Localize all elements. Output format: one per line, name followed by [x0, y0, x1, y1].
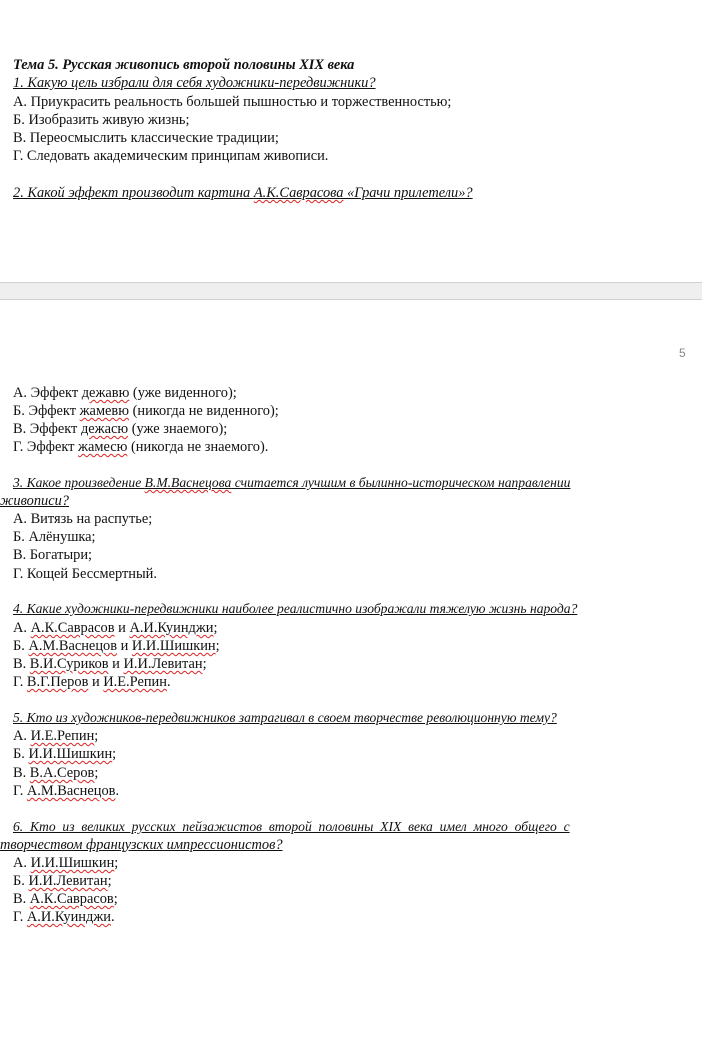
q2-option-d [13, 438, 268, 456]
option-conj: и [88, 674, 104, 690]
option-label: Б. [13, 746, 29, 762]
question-1: 1. Какую цель избрали для себя художники-передвижники? [13, 75, 376, 91]
option-end: ; [202, 656, 207, 672]
q5-option-d [13, 782, 119, 800]
option-text: А. Эффект [13, 385, 82, 401]
page-break [0, 282, 702, 300]
q6-option-c [13, 890, 118, 908]
option-label: Г. [13, 909, 27, 925]
question-3-line2: живописи? [0, 493, 70, 509]
question-3-text: 3. Какое произведение [13, 475, 145, 490]
q1-option-b: Б. Изобразить живую жизнь; [13, 112, 190, 128]
question-5: 5. Кто из художников-передвижников затрагивал в своем творчестве революционную тему? [13, 710, 557, 725]
question-2-painter: А.К.Саврасова [253, 185, 344, 201]
painter-name: И.И.Шишкин [131, 638, 216, 654]
option-label: Б. [13, 638, 29, 654]
option-end: . [166, 674, 171, 690]
q2-option-a [13, 384, 237, 402]
q3-option-b: Б. Алёнушка; [13, 529, 96, 545]
option-conj: и [108, 656, 124, 672]
option-text: В. Эффект [13, 421, 81, 437]
painter-name: А.М.Васнецов [28, 638, 118, 654]
painter-name: И.И.Шишкин [28, 746, 113, 762]
painter-name: И.И.Шишкин [30, 855, 115, 871]
page-number: 5 [679, 346, 686, 360]
q6-option-b [13, 872, 112, 890]
painter-name: И.Е.Репин [30, 728, 95, 744]
q5-option-a [13, 727, 98, 745]
question-2 [13, 184, 473, 202]
question-2-text: 2. Какой эффект производит картина [13, 185, 254, 201]
question-6: 6. Кто из великих русских пейзажистов второй половины XIX века имел много общего с [13, 819, 570, 834]
painter-name: И.И.Левитан [28, 873, 108, 889]
painter-name: А.И.Куинджи [26, 909, 111, 925]
option-label: Б. [13, 873, 29, 889]
option-label: В. [13, 656, 30, 672]
option-end: ; [107, 873, 112, 889]
q5-option-c [13, 764, 98, 782]
q6-option-a [13, 854, 118, 872]
painter-name: И.И.Левитан [123, 656, 203, 672]
painter-name: В.И.Суриков [29, 656, 109, 672]
q6-option-d [13, 908, 115, 926]
option-conj: и [117, 638, 132, 654]
question-3 [13, 474, 570, 492]
option-text: Б. Эффект [13, 403, 80, 419]
option-end: . [110, 909, 115, 925]
option-term: жамевю [79, 403, 129, 419]
q3-option-d: Г. Кощей Бессмертный. [13, 566, 157, 582]
option-end: ; [112, 746, 117, 762]
option-end: ; [114, 855, 119, 871]
q3-option-c: В. Богатыри; [13, 547, 93, 563]
option-label: В. [13, 891, 30, 907]
painter-name: А.К.Саврасов [30, 620, 115, 636]
option-label: Г. [13, 783, 27, 799]
question-3-text-end: считается лучшим в былинно-историческом направлении [231, 475, 571, 490]
option-end: ; [94, 765, 99, 781]
painter-name: В.Г.Перов [26, 674, 89, 690]
question-2-painting: «Грачи прилетели»? [343, 185, 473, 201]
q4-option-a [13, 619, 218, 637]
q2-option-b [13, 402, 279, 420]
option-label: В. [13, 765, 30, 781]
option-term: дежасю [80, 421, 129, 437]
option-text: (уже виденного); [129, 385, 237, 401]
option-label: А. [13, 855, 31, 871]
q4-option-c [13, 655, 207, 673]
section-title: Тема 5. Русская живопись второй половины XIX века [13, 57, 355, 73]
q1-option-a: А. Приукрасить реальность большей пышностью и торжественностью; [13, 94, 452, 110]
option-text: (уже знаемого); [128, 421, 228, 437]
question-4: 4. Какие художники-передвижники наиболее реалистично изображали тяжелую жизнь народа? [13, 601, 578, 616]
option-end: ; [215, 638, 220, 654]
option-text: (никогда не виденного); [128, 403, 279, 419]
option-term: дежавю [81, 385, 130, 401]
option-end: . [115, 783, 120, 799]
option-text: Г. Эффект [13, 439, 79, 455]
option-end: ; [94, 728, 99, 744]
option-term: жамесю [78, 439, 128, 455]
q5-option-b [13, 745, 116, 763]
question-6-line2: творчеством французских импрессионистов? [0, 837, 283, 853]
option-label: Г. [13, 674, 27, 690]
painter-name: В.А.Серов [29, 765, 95, 781]
option-end: ; [113, 891, 118, 907]
q4-option-b [13, 637, 220, 655]
option-end: ; [213, 620, 218, 636]
q2-option-c [13, 420, 227, 438]
option-label: А. [13, 620, 31, 636]
q4-option-d [13, 673, 171, 691]
question-3-painter: В.М.Васнецова [144, 475, 232, 490]
option-conj: и [114, 620, 130, 636]
painter-name: А.И.Куинджи [129, 620, 214, 636]
option-label: А. [13, 728, 31, 744]
q1-option-c: В. Переосмыслить классические традиции; [13, 130, 279, 146]
q3-option-a: А. Витязь на распутье; [13, 511, 153, 527]
painter-name: И.Е.Репин [103, 674, 167, 690]
option-text: (никогда не знаемого). [127, 439, 269, 455]
q1-option-d: Г. Следовать академическим принципам живописи. [13, 148, 329, 164]
painter-name: А.К.Саврасов [29, 891, 114, 907]
painter-name: А.М.Васнецов [26, 783, 116, 799]
